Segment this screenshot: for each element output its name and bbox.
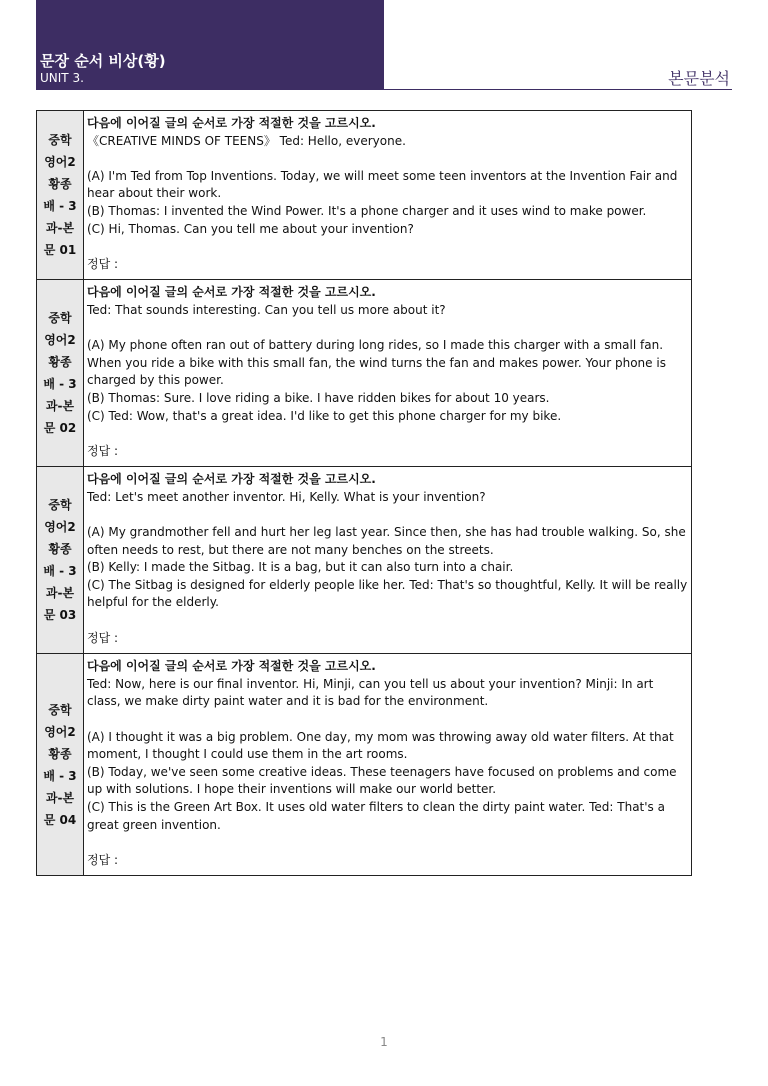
option-a: (A) I thought it was a big problem. One day, my mom was throwing away old water filters. At that moment, I thought I could use them in the art rooms. — [87, 729, 674, 762]
question-table — [36, 110, 692, 876]
question-instruction: 다음에 이어질 글의 순서로 가장 적절한 것을 고르시오. — [87, 472, 376, 487]
source-label-line: 영어2 — [44, 155, 76, 170]
source-label-line: 영어2 — [44, 520, 76, 535]
blank-line — [87, 711, 688, 729]
section-label: 본문분석 — [668, 69, 730, 88]
source-label-line: 배 - 3 — [43, 377, 77, 392]
source-label-line: 과-본 — [45, 790, 75, 805]
question-content — [84, 111, 692, 280]
option-c: (C) The Sitbag is designed for elderly people like her. Ted: That's so thoughtful, Kelly. It will be really helpful for the elderly. — [87, 577, 688, 610]
source-label-line: 영어2 — [44, 333, 76, 348]
source-label-line: 황종 — [48, 355, 72, 370]
option-a: (A) My grandmother fell and hurt her leg last year. Since then, she has had trouble walking. So, she often needs to rest, but there are not many benches on the streets. — [87, 525, 686, 557]
source-label-line: 황종 — [48, 177, 72, 192]
source-label-line: 과-본 — [45, 399, 75, 414]
passage-intro: 《CREATIVE MINDS OF TEENS》 Ted: Hello, everyone. — [87, 133, 406, 148]
question-content — [84, 280, 692, 467]
question-source-label — [37, 111, 84, 280]
option-a: (A) I'm Ted from Top Inventions. Today, we will meet some teen inventors at the Invention Fair and hear about their work. — [87, 168, 678, 201]
blank-line — [87, 506, 688, 524]
option-c: (C) Ted: Wow, that's a great idea. I'd like to get this phone charger for my bike. — [87, 408, 562, 423]
header-banner — [36, 0, 384, 90]
source-label-line: 중학 — [48, 133, 72, 148]
answer-field: 정답 : — [87, 256, 119, 271]
source-label-line: 문 01 — [43, 243, 77, 258]
source-label-line: 영어2 — [44, 724, 76, 739]
answer-field: 정답 : — [87, 630, 119, 645]
source-label-line: 문 03 — [43, 608, 77, 623]
unit-label: UNIT 3. — [40, 71, 84, 85]
blank-line — [87, 150, 688, 168]
header-divider — [384, 89, 732, 90]
source-label-line: 문 02 — [43, 421, 77, 436]
blank-line — [87, 320, 688, 338]
option-a: (A) My phone often ran out of battery during long rides, so I made this charger with a small fan. When you ride a bike with this small fan, the wind turns the fan and makes power. Your phone is charged by this power. — [87, 338, 666, 388]
worksheet-title: 문장 순서 비상(황) — [40, 52, 166, 70]
source-label-line: 배 - 3 — [43, 564, 77, 579]
page-number: 1 — [380, 1035, 388, 1049]
question-source-label — [37, 467, 84, 654]
question-row — [37, 654, 692, 876]
source-label-line: 황종 — [48, 746, 72, 761]
source-label-line: 황종 — [48, 542, 72, 557]
source-label-line: 과-본 — [45, 221, 75, 236]
option-b: (B) Thomas: I invented the Wind Power. It's a phone charger and it uses wind to make power. — [87, 203, 647, 218]
option-c: (C) This is the Green Art Box. It uses old water filters to clean the dirty paint water. Ted: That's a great green invention. — [87, 799, 665, 832]
question-instruction: 다음에 이어질 글의 순서로 가장 적절한 것을 고르시오. — [87, 116, 376, 130]
answer-field: 정답 : — [87, 852, 119, 867]
question-source-label — [37, 654, 84, 876]
question-row — [37, 467, 692, 654]
source-label-line: 중학 — [48, 498, 72, 513]
passage-intro: Ted: Now, here is our final inventor. Hi, Minji, can you tell us about your invention? Minji: In art class, we make dirty paint water and it is bad for the environment. — [87, 676, 654, 709]
source-label-line: 중학 — [48, 311, 72, 326]
question-row — [37, 111, 692, 280]
question-instruction: 다음에 이어질 글의 순서로 가장 적절한 것을 고르시오. — [87, 659, 376, 674]
source-label-line: 배 - 3 — [43, 199, 77, 214]
passage-intro: Ted: Let's meet another inventor. Hi, Kelly. What is your invention? — [87, 489, 486, 504]
source-label-line: 문 04 — [43, 812, 77, 827]
source-label-line: 배 - 3 — [43, 768, 77, 783]
option-b: (B) Today, we've seen some creative ideas. These teenagers have focused on problems and come up with solutions. I hope their inventions will make our world better. — [87, 764, 677, 797]
question-source-label — [37, 280, 84, 467]
question-row — [37, 280, 692, 467]
option-c: (C) Hi, Thomas. Can you tell me about your invention? — [87, 221, 414, 236]
answer-field: 정답 : — [87, 443, 119, 458]
source-label-line: 과-본 — [45, 586, 75, 601]
question-content — [84, 467, 692, 654]
question-content — [84, 654, 692, 876]
option-b: (B) Thomas: Sure. I love riding a bike. I have ridden bikes for about 10 years. — [87, 390, 550, 405]
passage-intro: Ted: That sounds interesting. Can you tell us more about it? — [87, 302, 446, 317]
option-b: (B) Kelly: I made the Sitbag. It is a bag, but it can also turn into a chair. — [87, 560, 514, 575]
source-label-line: 중학 — [48, 702, 72, 717]
question-instruction: 다음에 이어질 글의 순서로 가장 적절한 것을 고르시오. — [87, 285, 376, 300]
